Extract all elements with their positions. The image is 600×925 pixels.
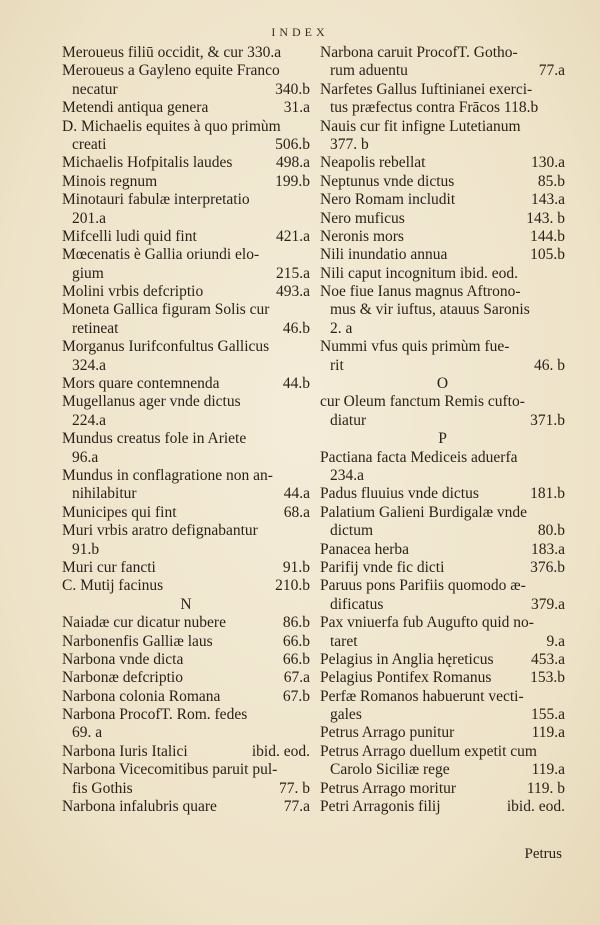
entry-reference: 498.a — [275, 154, 310, 172]
entry-reference: 85.b — [537, 172, 565, 190]
entry-reference: 453.a — [530, 650, 565, 668]
index-entry — [62, 210, 310, 228]
index-entry — [62, 633, 310, 651]
entry-text: fis Gothis — [72, 779, 133, 797]
entry-text: Pelagius in Anglia hęreticus — [320, 650, 494, 668]
index-entry — [320, 210, 565, 228]
index-entry — [62, 357, 310, 375]
entry-text: Moneta Gallica figuram Solis cur — [62, 301, 270, 319]
right-column — [320, 44, 565, 816]
index-entry — [320, 651, 565, 669]
index-entry — [62, 283, 310, 301]
entry-reference: 105.b — [530, 246, 565, 264]
entry-reference: 215.a — [275, 264, 310, 282]
index-entry — [320, 118, 565, 136]
entry-text: Noe fiue Ianus magnus Aftrono- — [320, 283, 521, 301]
index-entry — [62, 375, 310, 393]
entry-text: taret — [330, 632, 358, 650]
entry-text: Mundus creatus fole in Ariete — [62, 430, 247, 448]
page-header: INDEX — [271, 25, 329, 39]
entry-text: Narbonæ defcriptio — [62, 669, 183, 687]
entry-text: 224.a — [72, 411, 107, 429]
entry-text: Parifij vnde fic dicti — [320, 558, 445, 576]
index-entry — [320, 485, 565, 503]
index-entry — [320, 798, 565, 816]
entry-text: Narbona Vicecomitibus paruit pul- — [62, 761, 278, 779]
index-entry — [62, 522, 310, 540]
section-letter-text: P — [438, 430, 447, 448]
entry-text: Petri Arragonis filij — [320, 798, 441, 816]
entry-reference: 67.a — [283, 669, 310, 687]
entry-text: Petrus Arrago duellum expetit cum — [320, 742, 537, 760]
index-entry — [320, 743, 565, 761]
entry-text: Petrus Arrago punitur — [320, 724, 455, 742]
entry-text: tus præfectus contra Frācos 118.b — [330, 99, 539, 117]
entry-text: Mifcelli ludi quid fint — [62, 227, 197, 245]
entry-text: diatur — [330, 411, 367, 429]
index-entry — [320, 614, 565, 632]
entry-text: Nili caput incognitum ibid. eod. — [320, 264, 519, 282]
index-entry — [62, 154, 310, 172]
index-entry — [320, 228, 565, 246]
index-entry — [62, 688, 310, 706]
index-entry — [62, 393, 310, 411]
index-entry — [62, 798, 310, 816]
entry-reference: 144.b — [530, 227, 565, 245]
section-letter-text: N — [180, 595, 192, 613]
section-letter-text: O — [436, 375, 449, 393]
index-entry — [62, 761, 310, 779]
index-entry — [320, 780, 565, 798]
entry-text: Narbonenfis Galliæ laus — [62, 632, 213, 650]
index-entry — [62, 504, 310, 522]
entry-text: Mors quare contemnenda — [62, 375, 220, 393]
index-entry — [62, 559, 310, 577]
entry-reference: 199.b — [275, 172, 310, 190]
entry-text: Municipes qui fint — [62, 503, 177, 521]
entry-reference: 506.b — [275, 135, 310, 153]
index-entry — [320, 559, 565, 577]
index-entry — [320, 393, 565, 411]
entry-reference: 183.a — [530, 540, 565, 558]
entry-text: rit — [330, 356, 344, 374]
entry-reference: 119.a — [531, 761, 565, 779]
entry-text: cur Oleum fanctum Remis cufto- — [320, 393, 525, 411]
index-entry — [320, 761, 565, 779]
entry-text: gales — [330, 706, 362, 724]
entry-text: Pactiana facta Mediceis aduerfa — [320, 448, 518, 466]
index-entry — [320, 577, 565, 595]
entry-reference: 67.b — [282, 687, 310, 705]
entry-reference: ibid. eod. — [251, 742, 310, 760]
entry-text: Nero Romam includit — [320, 191, 456, 209]
entry-reference: 68.a — [283, 503, 310, 521]
entry-text: Perfæ Romanos habuerunt vecti- — [320, 687, 524, 705]
index-entry — [62, 62, 310, 80]
entry-text: Neptunus vnde dictus — [320, 172, 455, 190]
entry-reference: 155.a — [530, 706, 565, 724]
index-entry — [320, 301, 565, 319]
index-entry — [62, 780, 310, 798]
index-entry — [320, 541, 565, 559]
index-entry — [62, 614, 310, 632]
entry-text: gium — [72, 264, 104, 282]
index-entry — [62, 449, 310, 467]
entry-text: Petrus Arrago moritur — [320, 779, 457, 797]
index-entry — [320, 467, 565, 485]
catchword: Petrus — [524, 846, 562, 862]
index-entry — [62, 228, 310, 246]
index-entry — [62, 485, 310, 503]
entry-text: necatur — [72, 80, 118, 98]
entry-reference: 77.a — [538, 62, 565, 80]
entry-text: C. Mutij facinus — [62, 577, 164, 595]
entry-reference: 46. b — [534, 356, 565, 374]
entry-reference: 66.b — [282, 632, 310, 650]
entry-text: Nero muficus — [320, 209, 405, 227]
index-entry — [320, 246, 565, 264]
index-entry — [62, 99, 310, 117]
entry-reference: 371.b — [530, 411, 565, 429]
entry-reference: 31.a — [283, 99, 310, 117]
entry-text: Narbona colonia Romana — [62, 687, 221, 705]
index-entry — [320, 283, 565, 301]
index-entry — [62, 173, 310, 191]
entry-text: Michaelis Hofpitalis laudes — [62, 154, 233, 172]
entry-text: 201.a — [72, 209, 107, 227]
entry-reference: 143.a — [530, 191, 565, 209]
entry-text: Paruus pons Parifiis quomodo æ- — [320, 577, 526, 595]
entry-text: Metendi antiqua genera — [62, 99, 209, 117]
index-entry — [62, 467, 310, 485]
entry-reference: 9.a — [546, 632, 565, 650]
entry-text: Narfetes Gallus Iuftinianei exerci- — [320, 80, 533, 98]
entry-reference: 210.b — [275, 577, 310, 595]
entry-text: Naiadæ cur dicatur nubere — [62, 614, 226, 632]
entry-text: 324.a — [72, 356, 107, 374]
entry-text: 377. b — [330, 135, 369, 153]
index-entry — [62, 743, 310, 761]
index-entry — [62, 191, 310, 209]
entry-text: Neapolis rebellat — [320, 154, 426, 172]
entry-reference: 130.a — [530, 154, 565, 172]
index-entry — [320, 81, 565, 99]
index-entry — [320, 504, 565, 522]
entry-reference: 77.a — [283, 798, 310, 816]
index-entry — [320, 338, 565, 356]
entry-reference: 379.a — [530, 595, 565, 613]
entry-reference: 80.b — [537, 522, 565, 540]
entry-text: Nauis cur fit infigne Lutetianum — [320, 117, 521, 135]
entry-text: retineat — [72, 319, 119, 337]
index-entry — [320, 136, 565, 154]
entry-text: Mœcenatis è Gallia oriundi elo- — [62, 246, 260, 264]
index-entry — [320, 265, 565, 283]
entry-reference: 119. b — [526, 779, 565, 797]
entry-text: Neronis mors — [320, 227, 404, 245]
index-entry — [62, 669, 310, 687]
index-entry — [320, 412, 565, 430]
index-entry — [62, 338, 310, 356]
entry-text: Narbona caruit ProcofT. Gotho- — [320, 44, 518, 61]
index-entry — [320, 688, 565, 706]
entry-text: 234.a — [330, 466, 365, 484]
index-entry — [62, 412, 310, 430]
index-entry — [320, 522, 565, 540]
index-entry — [62, 577, 310, 595]
entry-text: Carolo Siciliæ rege — [330, 761, 450, 779]
index-entry — [320, 669, 565, 687]
entry-reference: 44.a — [283, 485, 310, 503]
entry-text: Morganus Iurifconfultus Gallicus — [62, 338, 270, 356]
entry-reference: 46.b — [282, 319, 310, 337]
entry-text: Padus fluuius vnde dictus — [320, 485, 479, 503]
entry-reference: 181.b — [530, 485, 565, 503]
entry-text: Minotauri fabulæ interpretatio — [62, 191, 250, 209]
index-entry — [320, 596, 565, 614]
index-entry — [62, 320, 310, 338]
index-entry — [62, 724, 310, 742]
entry-text: Molini vrbis defcriptio — [62, 283, 204, 301]
entry-reference: 119.a — [531, 724, 565, 742]
index-entry — [62, 246, 310, 264]
entry-text: Pax vniuerfa fub Augufto quid no- — [320, 614, 534, 632]
entry-text: mus & vir iuftus, atauus Saronis — [330, 301, 530, 319]
entry-reference: 493.a — [275, 283, 310, 301]
entry-reference: 340.b — [275, 80, 310, 98]
entry-text: Narbona ProcofT. Rom. fedes — [62, 706, 248, 724]
entry-reference: 86.b — [282, 614, 310, 632]
entry-text: dificatus — [330, 595, 384, 613]
section-letter — [62, 596, 310, 614]
index-entry — [62, 265, 310, 283]
entry-text: dictum — [330, 522, 374, 540]
index-entry — [62, 430, 310, 448]
entry-reference: 91.b — [282, 558, 310, 576]
index-entry — [320, 706, 565, 724]
index-entry — [62, 706, 310, 724]
entry-reference: 153.b — [530, 669, 565, 687]
entry-reference: 66.b — [282, 650, 310, 668]
index-entry — [320, 449, 565, 467]
entry-text: creati — [72, 135, 107, 153]
entry-text: Narbona vnde dicta — [62, 650, 184, 668]
entry-text: Muri cur fancti — [62, 558, 156, 576]
entry-text: Meroueus filiū occidit, & cur 330.a — [62, 44, 282, 61]
index-entry — [320, 44, 565, 62]
entry-text: D. Michaelis equites à quo primùm — [62, 117, 281, 135]
index-entry — [320, 173, 565, 191]
entry-text: Mundus in conflagratione non an- — [62, 466, 273, 484]
entry-reference: ibid. eod. — [506, 798, 565, 816]
entry-text: Narbona infalubris quare — [62, 798, 217, 816]
section-letter — [320, 375, 565, 393]
index-entry — [320, 724, 565, 742]
entry-reference: 421.a — [275, 227, 310, 245]
index-entry — [62, 541, 310, 559]
entry-text: Panacea herba — [320, 540, 410, 558]
entry-reference: 143. b — [526, 209, 565, 227]
index-entry — [62, 81, 310, 99]
entry-reference: 44.b — [282, 375, 310, 393]
entry-text: 96.a — [72, 448, 99, 466]
entry-text: Narbona Iuris Italici — [62, 742, 188, 760]
entry-text: 2. a — [330, 319, 353, 337]
index-entry — [320, 320, 565, 338]
entry-text: 69. a — [72, 724, 103, 742]
index-entry — [320, 99, 565, 117]
index-entry — [320, 633, 565, 651]
index-entry — [62, 651, 310, 669]
section-letter — [320, 430, 565, 448]
index-entry — [320, 62, 565, 80]
entry-text: 91.b — [72, 540, 100, 558]
entry-text: Mugellanus ager vnde dictus — [62, 393, 241, 411]
index-entry — [62, 301, 310, 319]
entry-text: nihilabitur — [72, 485, 137, 503]
entry-reference: 77. b — [279, 779, 310, 797]
entry-reference: 376.b — [530, 558, 565, 576]
index-entry — [62, 118, 310, 136]
entry-text: Meroueus a Gayleno equite Franco — [62, 62, 280, 80]
entry-text: Nummi vfus quis primùm fue- — [320, 338, 510, 356]
entry-text: Pelagius Pontifex Romanus — [320, 669, 492, 687]
left-column — [62, 44, 310, 816]
index-entry — [320, 191, 565, 209]
index-entry — [62, 136, 310, 154]
entry-text: rum aduentu — [330, 62, 408, 80]
entry-text: Palatium Galieni Burdigalæ vnde — [320, 503, 528, 521]
index-entry — [62, 44, 310, 62]
entry-text: Nili inundatio annua — [320, 246, 448, 264]
entry-text: Muri vrbis aratro defignabantur — [62, 522, 258, 540]
entry-text: Minois regnum — [62, 172, 158, 190]
index-entry — [320, 357, 565, 375]
index-entry — [320, 154, 565, 172]
